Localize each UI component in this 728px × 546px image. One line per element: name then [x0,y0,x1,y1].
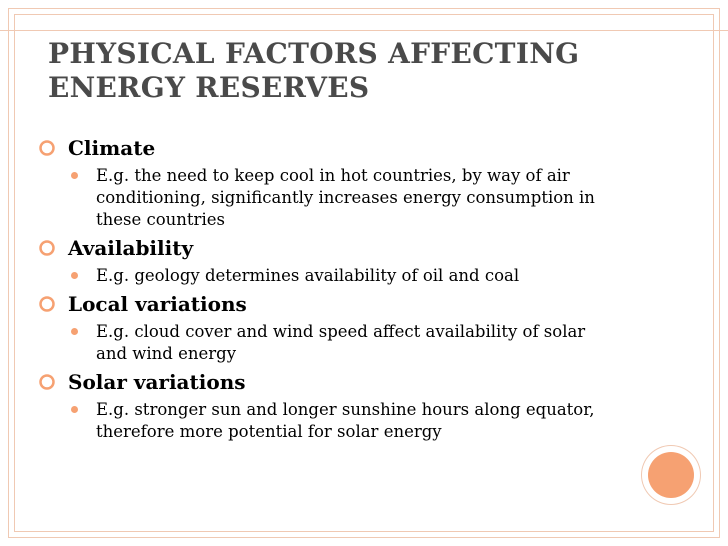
open-circle-bullet-icon [38,295,56,313]
dot-bullet-icon [71,272,78,279]
bullet-heading: Local variations [68,292,247,316]
open-circle-bullet-icon [38,373,56,391]
dot-bullet-icon [71,328,78,335]
sub-bullet-climate [38,165,638,231]
corner-dot-decoration [648,452,694,498]
sub-bullet-text: E.g. the need to keep cool in hot countries, by way of air conditioning, significantly increases energy consumption in these countries [96,166,595,229]
sub-bullet-text: E.g. geology determines availability of oil and coal [96,266,520,285]
bullet-local-variations [38,289,638,319]
open-circle-bullet-icon [38,139,56,157]
open-circle-bullet-icon [38,239,56,257]
sub-bullet-local-variations [38,321,638,365]
sub-bullet-text: E.g. stronger sun and longer sunshine hours along equator, therefore more potential for solar energy [96,400,595,441]
bullet-heading: Solar variations [68,370,246,394]
dot-bullet-icon [71,172,78,179]
sub-bullet-solar-variations [38,399,638,443]
bullet-climate [38,133,638,163]
slide-title: PHYSICAL FACTORS AFFECTING ENERGY RESERVES [48,37,580,104]
sub-bullet-availability [38,265,638,287]
bullet-list [38,133,638,445]
dot-bullet-icon [71,406,78,413]
bullet-heading: Availability [68,236,194,260]
bullet-availability [38,233,638,263]
bullet-solar-variations [38,367,638,397]
bullet-heading: Climate [68,136,156,160]
sub-bullet-text: E.g. cloud cover and wind speed affect availability of solar and wind energy [96,322,586,363]
